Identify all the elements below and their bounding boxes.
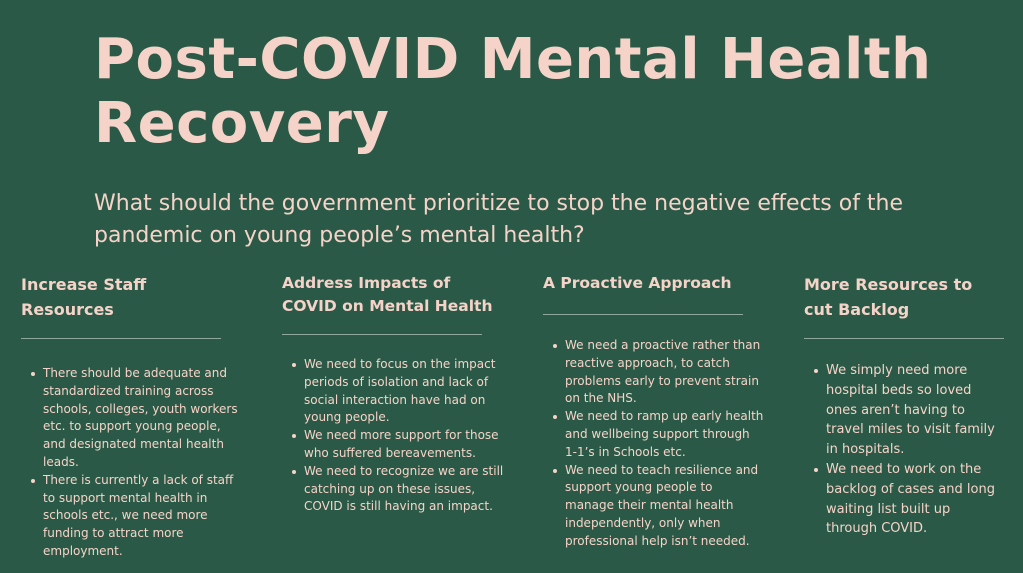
bullet-list	[543, 337, 765, 551]
column-divider	[21, 338, 221, 339]
column-heading: Address Impacts of COVID on Mental Health	[282, 274, 493, 315]
bullet-item: We need to focus on the impact periods of isolation and lack of social interaction have had on young people.	[282, 356, 504, 427]
bullet-item: We need to recognize we are still catching up on these issues, COVID is still having an impact.	[282, 463, 504, 516]
bullet-item: There should be adequate and standardized training across schools, colleges, youth workers etc. to support young people, and designated mental health leads.	[21, 365, 243, 472]
bullet-list	[21, 365, 243, 561]
bullet-item: We need to ramp up early health and wellbeing support through 1-1’s in Schools etc.	[543, 408, 765, 461]
bullet-item: We need more support for those who suffered bereavements.	[282, 427, 504, 463]
bullet-item: We need a proactive rather than reactive approach, to catch problems early to prevent strain on the NHS.	[543, 337, 765, 408]
page-subtitle: What should the government prioritize to stop the negative effects of the pandemic on young people’s mental health?	[94, 191, 904, 248]
column-heading: Increase Staff Resources	[21, 275, 147, 319]
page-title: Post-COVID Mental Health Recovery	[94, 27, 932, 156]
bullet-item: We need to teach resilience and support young people to manage their mental health independently, only when professional help isn’t needed.	[543, 462, 765, 551]
bullet-list	[804, 361, 1004, 539]
bullet-item: There is currently a lack of staff to support mental health in schools etc., we need more funding to attract more employment.	[21, 472, 243, 561]
column-more-resources	[804, 272, 1004, 539]
column-increase-staff-resources	[21, 272, 243, 561]
column-address-impacts	[282, 272, 504, 516]
column-heading: More Resources to cut Backlog	[804, 275, 973, 319]
column-heading: A Proactive Approach	[543, 274, 732, 292]
column-divider	[543, 314, 743, 315]
bullet-item: We need to work on the backlog of cases and long waiting list built up through COVID.	[804, 460, 1004, 539]
column-divider	[804, 338, 1004, 339]
column-divider	[282, 334, 482, 335]
bullet-item: We simply need more hospital beds so loved ones aren’t having to travel miles to visit family in hospitals.	[804, 361, 1004, 460]
bullet-list	[282, 356, 504, 516]
column-proactive-approach	[543, 272, 765, 551]
